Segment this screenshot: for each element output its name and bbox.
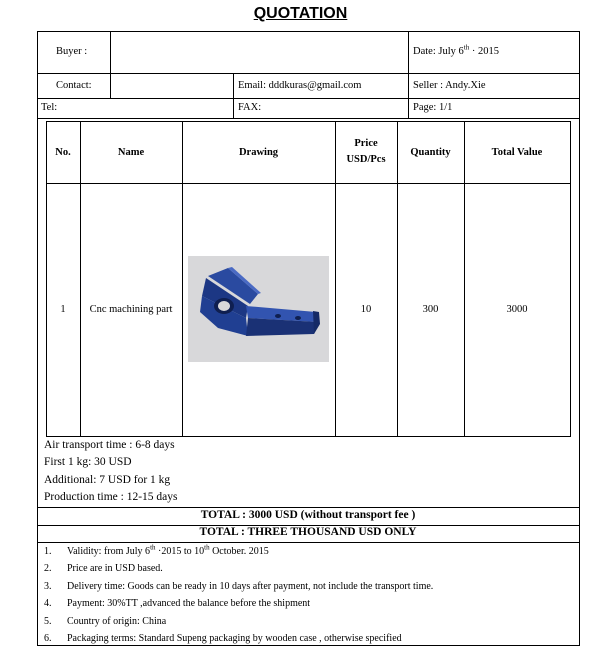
row-no: 1 xyxy=(60,304,66,315)
cnc-part-image xyxy=(188,256,329,362)
outer-left-border xyxy=(37,31,38,645)
items-table-top xyxy=(46,121,571,122)
col-header-total-value: Total Value xyxy=(491,147,543,158)
production-time: Production time : 12-15 days xyxy=(44,490,178,503)
page-number: Page: 1/1 xyxy=(413,102,453,113)
items-col-line-0 xyxy=(46,121,47,436)
row-total-value: 3000 xyxy=(506,304,528,315)
header-bottom-border xyxy=(37,118,580,119)
header-row-divider-2 xyxy=(37,98,580,99)
header-divider-c xyxy=(408,31,409,118)
col-header-price: Price USD/Pcs xyxy=(346,138,386,165)
term-item: 1. Validity: from July 6th ·2015 to 10th October. 2015 xyxy=(44,543,269,557)
total-in-words: TOTAL : THREE THOUSAND USD ONLY xyxy=(199,526,417,538)
items-col-line-1 xyxy=(80,121,81,436)
tel-label: Tel: xyxy=(41,102,58,113)
shipping-notes xyxy=(44,437,178,506)
col-header-drawing: Drawing xyxy=(238,147,279,158)
contact-label: Contact: xyxy=(56,80,92,91)
total-top-border xyxy=(37,507,580,508)
col-header-quantity: Quantity xyxy=(410,147,451,158)
cnc-part-render-icon xyxy=(188,256,329,362)
air-transport-time: Air transport time : 6-8 days xyxy=(44,439,175,451)
email-field: Email: dddkuras@gmail.com xyxy=(238,80,362,91)
additional-kg-price: Additional: 7 USD for 1 kg xyxy=(44,473,171,486)
items-col-line-6 xyxy=(570,121,571,436)
row-name: Cnc machining part xyxy=(89,304,173,315)
col-header-name: Name xyxy=(117,147,145,158)
items-table-header-divider xyxy=(46,183,571,184)
items-col-line-4 xyxy=(397,121,398,436)
term-item: 5. Country of origin: China xyxy=(44,615,167,627)
term-item: 6. Packaging terms: Standard Supeng packaging by wooden case , otherwise specified xyxy=(44,633,402,645)
terms-list xyxy=(44,543,433,647)
quote-date: Date: July 6th · 2015 xyxy=(413,43,499,57)
seller-field: Seller : Andy.Xie xyxy=(413,80,486,91)
row-quantity: 300 xyxy=(422,304,439,315)
items-col-line-3 xyxy=(335,121,336,436)
col-header-no: No. xyxy=(55,147,71,158)
header-row-divider-1 xyxy=(37,73,580,74)
document-bottom-border xyxy=(37,645,580,646)
first-kg-price: First 1 kg: 30 USD xyxy=(44,456,132,469)
header-divider-a xyxy=(110,31,111,98)
total-numeric: TOTAL : 3000 USD (without transport fee ) xyxy=(200,509,416,521)
items-col-line-5 xyxy=(464,121,465,436)
header-divider-b xyxy=(233,73,234,118)
outer-right-border xyxy=(579,31,580,645)
term-item: 3. Delivery time: Goods can be ready in 10 days after payment, not include the transport time. xyxy=(44,580,434,592)
header-top-border xyxy=(37,31,580,32)
term-item: 2. Price are in USD based. xyxy=(44,563,163,575)
items-col-line-2 xyxy=(182,121,183,436)
row-price: 10 xyxy=(360,304,372,315)
term-item: 4. Payment: 30%TT ,advanced the balance before the shipment xyxy=(44,598,311,610)
fax-label: FAX: xyxy=(238,102,262,113)
quotation-title: QUOTATION xyxy=(253,5,348,22)
buyer-label: Buyer : xyxy=(56,46,88,57)
